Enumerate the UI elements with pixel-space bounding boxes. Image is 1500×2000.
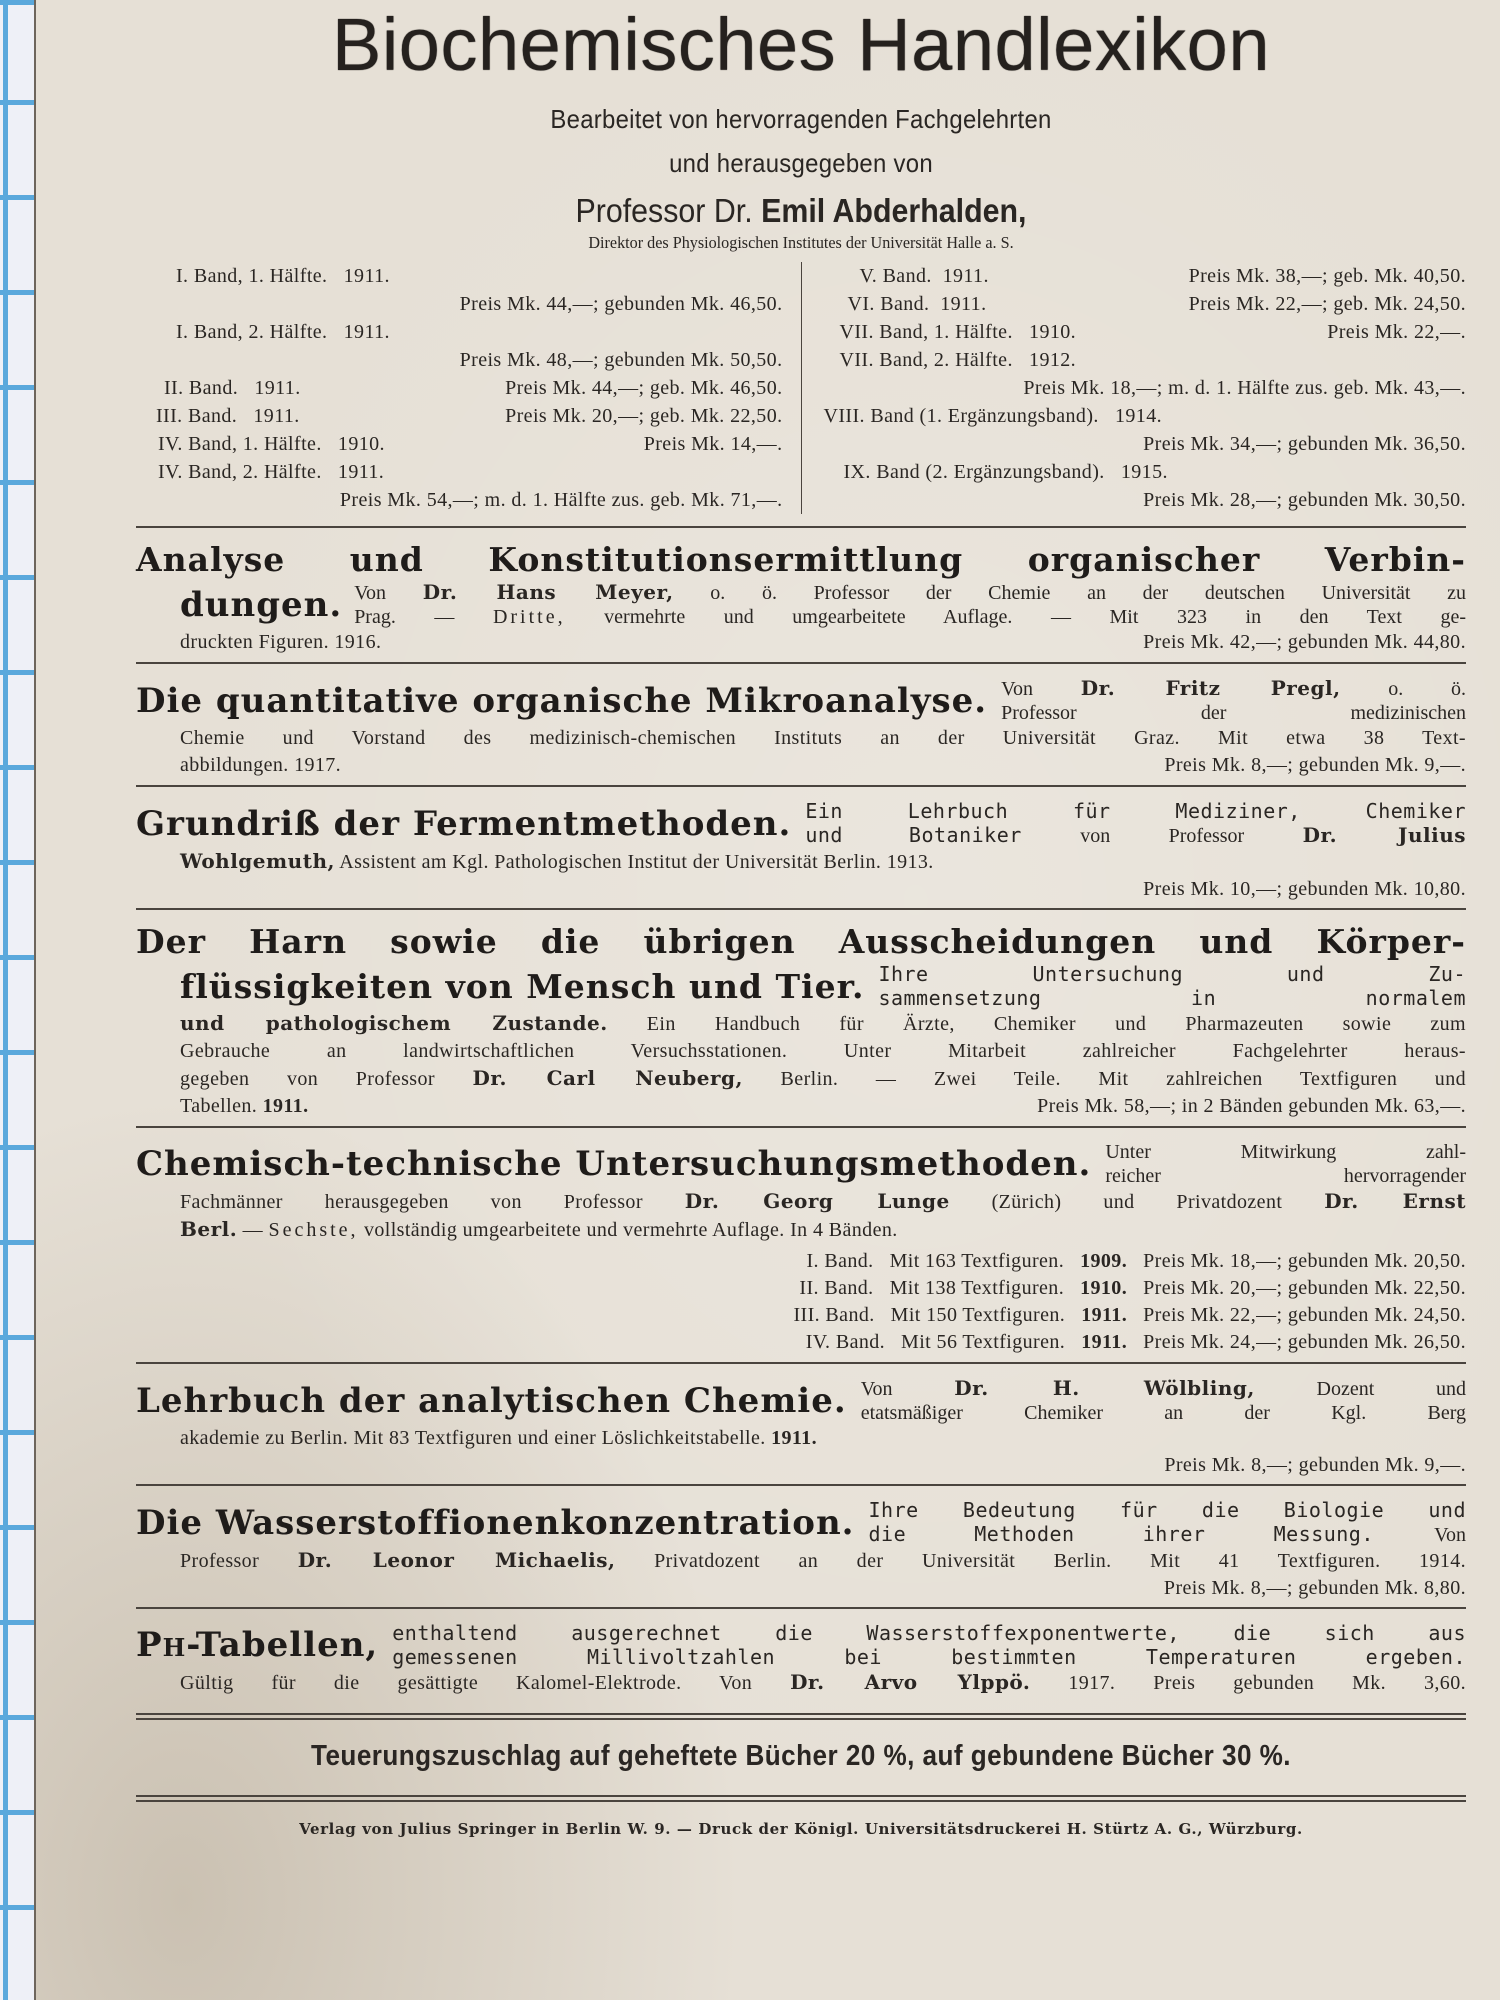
- band-figures: Mit 150 Textfiguren.: [890, 1304, 1066, 1326]
- von-text: Von: [860, 1378, 893, 1400]
- volume-row: [820, 486, 1467, 514]
- entry-price: Preis Mk. 8,—; gebunden Mk. 9,—.: [1164, 754, 1466, 776]
- entry-head-row: [136, 676, 1466, 725]
- entry-text: o. ö.: [1388, 678, 1467, 700]
- entry-subtitle: und pathologischem Zustande.: [180, 1011, 608, 1035]
- entry-text: (Zürich) und Privatdozent: [991, 1191, 1283, 1213]
- volume-price: Preis Mk. 44,—; geb. Mk. 46,50.: [505, 377, 783, 399]
- volume-label: VII. Band, 2. Hälfte. 1912.: [839, 349, 1077, 371]
- entry-side-text: [861, 1376, 1466, 1425]
- entry-last-line: [136, 1093, 1466, 1120]
- author-name: Berl.: [180, 1217, 238, 1241]
- book-entry-ph-tabellen: [136, 1607, 1466, 1703]
- entry-text: von Professor: [1080, 825, 1245, 847]
- band-label: II. Band.: [799, 1277, 874, 1299]
- entry-price: Preis Mk. 58,—; in 2 Bänden gebunden Mk. 63,—.: [1037, 1095, 1466, 1117]
- book-entry-chemisch-technische: [136, 1126, 1466, 1362]
- entry-text: Gültig für die gesättigte Kalomel-Elektrode. Von: [180, 1672, 753, 1694]
- entry-side-text: [869, 1498, 1466, 1547]
- entry-head-row: [136, 1376, 1466, 1425]
- entry-head-row: [136, 1621, 1466, 1669]
- volume-label: VII. Band, 1. Hälfte. 1910.: [839, 321, 1077, 343]
- entry-head-row: [136, 799, 1466, 848]
- volume-price: Preis Mk. 22,—; geb. Mk. 24,50.: [1188, 293, 1466, 315]
- book-entry-wasserstoffionen: [136, 1484, 1466, 1607]
- author-name: Dr. Hans Meyer,: [422, 580, 674, 604]
- volume-price: Preis Mk. 28,—; gebunden Mk. 30,50.: [1143, 489, 1466, 511]
- double-rule-divider: [136, 1713, 1466, 1720]
- entry-title-cont: dungen.: [180, 584, 343, 625]
- entry-side-text: [878, 962, 1466, 1010]
- band-year: 1909.: [1080, 1250, 1128, 1272]
- author-name: Dr. Leonor Michaelis,: [297, 1548, 616, 1572]
- grid-paper-background: [0, 0, 36, 2000]
- volume-price: Preis Mk. 20,—; geb. Mk. 22,50.: [505, 405, 783, 427]
- entry-title: Die quantitative organische Mikroanalyse.: [136, 680, 988, 721]
- volume-row: [820, 402, 1467, 430]
- double-rule-divider: [136, 1795, 1466, 1802]
- volume-row: [820, 290, 1467, 318]
- band-row: [136, 1248, 1466, 1275]
- entry-side-text: [354, 580, 1466, 629]
- volume-row: [136, 318, 783, 346]
- volume-price: Preis Mk. 44,—; gebunden Mk. 46,50.: [459, 293, 783, 315]
- page-content: [136, 0, 1466, 1838]
- volume-row: [136, 262, 783, 290]
- entry-text: Ein Handbuch für Ärzte, Chemiker und Pharmazeuten sowie zum: [646, 1013, 1466, 1035]
- band-label: I. Band.: [806, 1250, 874, 1272]
- entry-text: —: [242, 1219, 264, 1241]
- entry-text: etatsmäßiger Chemiker an der Kgl. Berg: [860, 1402, 1466, 1424]
- band-label: III. Band.: [793, 1304, 875, 1326]
- band-row: [136, 1275, 1466, 1302]
- volume-price: Preis Mk. 54,—; m. d. 1. Hälfte zus. geb. Mk. 71,—.: [339, 489, 783, 511]
- volume-label: V. Band. 1911.: [859, 265, 989, 287]
- edition-text: Sechste,: [268, 1219, 359, 1241]
- entry-subtitle: die Methoden ihrer Messung.: [868, 1522, 1374, 1546]
- author-name: Dr. Fritz Pregl,: [1080, 676, 1341, 700]
- author-name: Dr. Ernst: [1324, 1189, 1466, 1213]
- volume-price: Preis Mk. 18,—; m. d. 1. Hälfte zus. geb. Mk. 43,—.: [1023, 377, 1466, 399]
- band-row: [136, 1302, 1466, 1329]
- entry-text: Berlin. — Zwei Teile. Mit zahlreichen Textfiguren und: [780, 1068, 1466, 1090]
- volume-price: Preis Mk. 48,—; gebunden Mk. 50,50.: [459, 349, 783, 371]
- volume-label: I. Band, 2. Hälfte. 1911.: [176, 321, 390, 343]
- volume-label: IV. Band, 2. Hälfte. 1911.: [158, 461, 385, 483]
- volume-row: [136, 430, 783, 458]
- entry-title: Lehrbuch der analytischen Chemie.: [136, 1380, 847, 1421]
- author-name: Dr. Arvo Ylppö.: [790, 1670, 1031, 1694]
- volume-label: IX. Band (2. Ergänzungsband). 1915.: [843, 461, 1168, 483]
- volume-label: I. Band, 1. Hälfte. 1911.: [176, 265, 390, 287]
- author-name: Dr. Carl Neuberg,: [472, 1066, 743, 1090]
- von-text: Von: [1434, 1524, 1467, 1546]
- band-price: Preis Mk. 20,—; gebunden Mk. 22,50.: [1143, 1277, 1466, 1299]
- entry-text: abbildungen. 1917.: [180, 754, 342, 776]
- book-entry-mikroanalyse: [136, 662, 1466, 785]
- title-part: H: [162, 1633, 187, 1662]
- entry-text: Unter Mitwirkung zahl-: [1105, 1141, 1466, 1163]
- band-figures: Mit 138 Textfiguren.: [889, 1277, 1065, 1299]
- volume-label: III. Band. 1911.: [156, 405, 300, 427]
- volume-column-left: [136, 262, 802, 514]
- band-year: 1910.: [1080, 1277, 1128, 1299]
- volume-row: [820, 374, 1467, 402]
- band-figures: Mit 56 Textfiguren.: [901, 1331, 1066, 1353]
- volume-column-right: [820, 262, 1467, 514]
- editor-line: [189, 190, 1413, 232]
- entry-price: Preis Mk. 8,—; gebunden Mk. 8,80.: [1163, 1577, 1466, 1599]
- entry-text: gegeben von Professor: [180, 1068, 435, 1090]
- document-page: [34, 0, 1500, 2000]
- entry-subtitle: Ein Lehrbuch für Mediziner, Chemiker: [805, 799, 1466, 823]
- entry-text: Dozent und: [1316, 1378, 1466, 1400]
- book-entry-fermentmethoden: [136, 785, 1466, 908]
- entry-subtitle: enthaltend ausgerechnet die Wasserstoffexponentwerte, die sich aus: [392, 1621, 1466, 1645]
- entry-price: Preis Mk. 42,—; gebunden Mk. 44,80.: [1143, 631, 1466, 653]
- volume-label: IV. Band, 1. Hälfte. 1910.: [158, 433, 385, 455]
- entry-last-line: [136, 752, 1466, 779]
- volume-row: [820, 346, 1467, 374]
- entry-text: Professor der medizinischen: [1001, 702, 1466, 724]
- entry-subtitle: Ihre Untersuchung und Zu-: [878, 962, 1466, 986]
- band-label: IV. Band.: [805, 1331, 886, 1353]
- entry-side-text: [392, 1621, 1466, 1669]
- entry-title: Die Wasserstoffionenkonzentration.: [136, 1502, 855, 1543]
- entry-price: Preis Mk. 10,—; gebunden Mk. 10,80.: [1143, 878, 1466, 900]
- volume-row: [136, 402, 783, 430]
- entry-text: 1917. Preis gebunden Mk. 3,60.: [1068, 1672, 1466, 1694]
- volume-row: [820, 430, 1467, 458]
- von-text: Von: [354, 582, 387, 604]
- entry-text: Gebrauche an landwirtschaftlichen Versuchsstationen. Unter Mitarbeit zahlreicher Fachgelehrter heraus-: [180, 1040, 1466, 1062]
- entry-subtitle: Ihre Bedeutung für die Biologie und: [868, 1498, 1466, 1522]
- author-name: Wohlgemuth,: [180, 849, 335, 873]
- volume-row: [136, 458, 783, 486]
- entry-text: Assistent am Kgl. Pathologischen Institut der Universität Berlin. 1913.: [339, 851, 934, 873]
- entry-subtitle: gemessenen Millivoltzahlen bei bestimmten Temperaturen ergeben.: [392, 1645, 1466, 1669]
- volume-price: Preis Mk. 34,—; gebunden Mk. 36,50.: [1143, 433, 1466, 455]
- entry-title-cont: flüssigkeiten von Mensch und Tier.: [180, 966, 865, 1006]
- title-part: P: [136, 1625, 163, 1665]
- author-name: Dr. Georg Lunge: [684, 1189, 950, 1213]
- entry-text: druckten Figuren. 1916.: [180, 631, 382, 653]
- band-price: Preis Mk. 24,—; gebunden Mk. 26,50.: [1143, 1331, 1466, 1353]
- entry-title: Der Harn sowie die übrigen Ausscheidungen und Körper-: [136, 922, 1466, 961]
- entry-year: 1911.: [262, 1095, 309, 1117]
- edition-text: Dritte,: [492, 606, 566, 628]
- entry-head-row: [136, 962, 1466, 1010]
- entry-subtitle: und Botaniker: [805, 823, 1022, 847]
- entry-last-line: [136, 629, 1466, 656]
- entry-text: Fachmänner herausgegeben von Professor: [180, 1191, 643, 1213]
- band-year: 1911.: [1081, 1331, 1128, 1353]
- entry-title: Chemisch-technische Untersuchungsmethoden.: [136, 1144, 1092, 1184]
- editor-prefix: Professor Dr.: [575, 192, 753, 229]
- editor-name: Emil Abderhalden,: [761, 192, 1027, 229]
- editor-affiliation: Direktor des Physiologischen Institutes der Universität Halle a. S.: [588, 233, 1014, 252]
- entry-text: Professor: [180, 1550, 260, 1572]
- entry-side-text: [805, 799, 1466, 848]
- entry-side-text: [1105, 1140, 1466, 1188]
- page-title: Biochemisches Handlexikon: [332, 3, 1270, 86]
- entry-text: akademie zu Berlin. Mit 83 Textfiguren und einer Löslichkeitstabelle.: [180, 1427, 766, 1449]
- entry-price: Preis Mk. 8,—; gebunden Mk. 9,—.: [1164, 1454, 1466, 1476]
- volume-row: [820, 262, 1467, 290]
- band-price: Preis Mk. 22,—; gebunden Mk. 24,50.: [1143, 1304, 1466, 1326]
- volume-row: [136, 290, 783, 318]
- band-row: [136, 1329, 1466, 1356]
- entry-subtitle: sammensetzung in normalem: [878, 986, 1466, 1010]
- entry-text: vollständig umgearbeitete und vermehrte Auflage. In 4 Bänden.: [363, 1219, 898, 1241]
- entry-text: Chemie und Vorstand des medizinisch-chemischen Instituts an der Universität Graz. Mit etwa 38 Text-: [180, 727, 1466, 749]
- entry-year: 1911.: [771, 1427, 817, 1449]
- volume-label: VI. Band. 1911.: [847, 293, 987, 315]
- volume-price: Preis Mk. 14,—.: [643, 433, 783, 455]
- band-list: [136, 1248, 1466, 1356]
- volume-row: [820, 458, 1467, 486]
- entry-title: Grundriß der Fermentmethoden.: [136, 803, 792, 844]
- entry-head-row: [136, 1498, 1466, 1547]
- title-part: -Tabellen,: [186, 1625, 379, 1665]
- subtitle-line-1: Bearbeitet von hervorragenden Fachgelehrten: [550, 104, 1052, 134]
- von-text: Von: [1001, 678, 1034, 700]
- volume-list: [136, 262, 1466, 514]
- entry-title: Analyse und Konstitutionsermittlung organischer Verbin-: [136, 540, 1466, 579]
- volume-row: [820, 318, 1467, 346]
- author-name: Dr. H. Wölbling,: [954, 1376, 1255, 1400]
- volume-row: [136, 486, 783, 514]
- volume-label: VIII. Band (1. Ergänzungsband). 1914.: [823, 405, 1162, 427]
- entry-side-text: [1001, 676, 1466, 725]
- entry-title: [136, 1625, 378, 1665]
- band-figures: Mit 163 Textfiguren.: [889, 1250, 1065, 1272]
- entry-head-row: [136, 580, 1466, 629]
- entry-head-row: [136, 1140, 1466, 1188]
- entry-text: Prag. —: [354, 606, 455, 628]
- book-entry-harn: [136, 908, 1466, 1126]
- book-entry-analyse: [136, 526, 1466, 662]
- price-surcharge-notice: Teuerungszuschlag auf geheftete Bücher 20 %, auf gebundene Bücher 30 %.: [311, 1740, 1291, 1772]
- entry-text: Tabellen.: [180, 1095, 258, 1117]
- volume-row: [136, 346, 783, 374]
- entry-text: reicher hervorragender: [1105, 1165, 1466, 1187]
- volume-price: Preis Mk. 22,—.: [1327, 321, 1466, 343]
- author-name: Dr. Julius: [1302, 823, 1466, 847]
- volume-row: [136, 374, 783, 402]
- entry-text: o. ö. Professor der Chemie an der deutschen Universität zu: [710, 582, 1467, 604]
- book-entry-lehrbuch: [136, 1362, 1466, 1484]
- volume-label: II. Band. 1911.: [164, 377, 301, 399]
- subtitle-line-2: und herausgegeben von: [669, 148, 933, 178]
- band-year: 1911.: [1081, 1304, 1128, 1326]
- volume-price: Preis Mk. 38,—; geb. Mk. 40,50.: [1188, 265, 1466, 287]
- entry-text: Privatdozent an der Universität Berlin. Mit 41 Textfiguren. 1914.: [654, 1550, 1467, 1572]
- entry-text: vermehrte und umgearbeitete Auflage. — Mit 323 in den Text ge-: [604, 606, 1467, 628]
- band-price: Preis Mk. 18,—; gebunden Mk. 20,50.: [1143, 1250, 1466, 1272]
- publisher-footer: Verlag von Julius Springer in Berlin W. 9. — Druck der Königl. Universitätsdruckerei H. Stürtz A. G., Würzburg.: [299, 1820, 1303, 1838]
